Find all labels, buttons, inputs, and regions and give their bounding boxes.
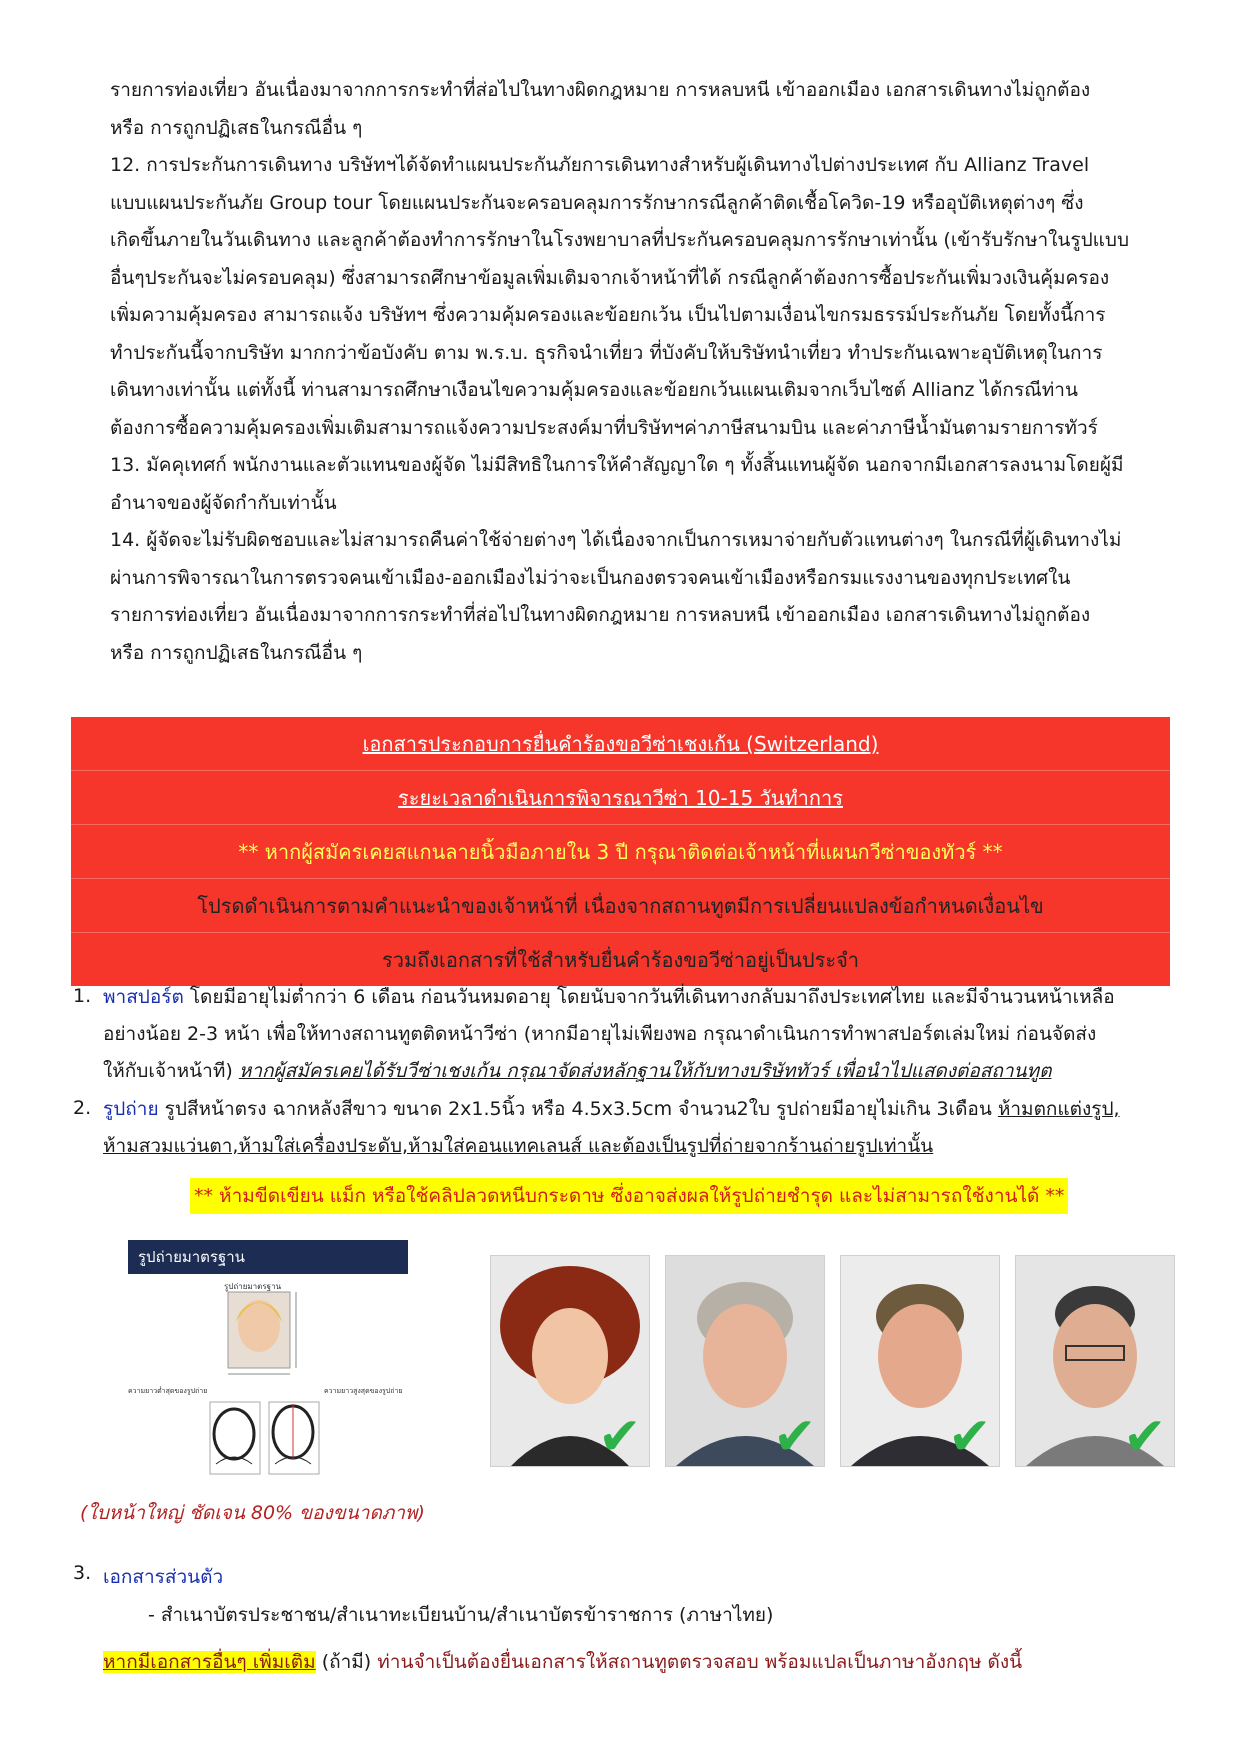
example-photos	[490, 1255, 1190, 1475]
standard-photo-diagram	[128, 1240, 408, 1477]
personal-docs-label: เอกสารส่วนตัว	[103, 1566, 224, 1588]
passport-text-2: อย่างน้อย 2-3 หน้า เพื่อให้ทางสถานทูตติดหน้าวีซ่า (หากมีอายุไม่เพียงพอ กรุณาดำเนินการทำพาสปอร์ตเล่มใหม่ ก่อนจัดส่ง	[103, 1023, 1097, 1045]
text-line: รายการท่องเที่ยว อันเนื่องมาจากการกระทำที่ส่อไปในทางผิดกฎหมาย การหลบหนี เข้าออกเมือง เอกสารเดินทางไม่ถูกต้อง	[110, 604, 1091, 626]
photo-diagram-graphic	[128, 1274, 408, 1477]
terms-section	[110, 72, 1170, 672]
text-line: เพิ่มความคุ้มครอง สามารถแจ้ง บริษัทฯ ซึ่งความคุ้มครองและข้อยกเว้น เป็นไปตามเงื่อนไขกรมธรรม์ประกันภัย โดยทั้งนี้การ	[110, 304, 1106, 326]
passport-text: โดยมีอายุไม่ต่ำกว่า 6 เดือน ก่อนวันหมดอายุ โดยนับจากวันที่เดินทางกลับมาถึงประเทศไทย และมีจำนวนหน้าเหลือ	[183, 986, 1115, 1008]
photo-caption: (ใบหน้าใหญ่ ชัดเจน 80% ของขนาดภาพ)	[80, 1502, 425, 1524]
text-line: แบบแผนประกันภัย Group tour โดยแผนประกันจะครอบคลุมการรักษากรณีลูกค้าติดเชื้อโควิด-19 หรืออุบัติเหตุต่างๆ ซึ่ง	[110, 191, 1084, 214]
passport-schengen-note: หากผู้สมัครเคยได้รับวีซ่าเชงเก้น กรุณาจัดส่งหลักฐานให้กับทางบริษัททัวร์ เพื่อนำไปแสดงต่อสถานทูต	[238, 1060, 1052, 1082]
extra-docs-optional: (ถ้ามี)	[315, 1651, 378, 1673]
passport-text-3: ให้กับเจ้าหน้าที)	[103, 1060, 239, 1082]
photo-warning: ** ห้ามขีดเขียน แม็ก หรือใช้คลิปลวดหนีบกระดาษ ซึ่งอาจส่งผลให้รูปถ่ายชำรุด และไม่สามารถใช้งานได้ **	[190, 1178, 1068, 1214]
text-line: 14. ผู้จัดจะไม่รับผิดชอบและไม่สามารถคืนค่าใช้จ่ายต่างๆ ได้เนื่องจากเป็นการเหมาจ่ายกับตัวแทนต่างๆ ในกรณีที่ผู้เดินทางไม่	[110, 529, 1122, 551]
text-line: หรือ การถูกปฏิเสธในกรณีอื่น ๆ	[110, 641, 363, 664]
banner-advice-row-1	[71, 879, 1170, 933]
extra-docs-highlight: หากมีเอกสารอื่นๆ เพิ่มเติม	[103, 1651, 316, 1673]
banner-fingerprint-note: ** หากผู้สมัครเคยสแกนลายนิ้วมือภายใน 3 ปี กรุณาติดต่อเจ้าหน้าที่แผนกวีซ่าของทัวร์ **	[238, 839, 1003, 864]
text-line: หรือ การถูกปฏิเสธในกรณีอื่น ๆ	[110, 116, 363, 139]
item-number: 3.	[73, 1562, 92, 1584]
photo-rule-2: ห้ามสวมแว่นตา,ห้ามใส่เครื่องประดับ,ห้ามใส่คอนแทคเลนส์ และต้องเป็นรูปที่ถ่ายจากร้านถ่ายรูปเท่านั้น	[103, 1135, 934, 1157]
passport-label: พาสปอร์ต	[103, 986, 184, 1008]
banner-duration-row	[71, 771, 1170, 825]
checkmark-icon: ✔	[598, 1407, 642, 1467]
extra-docs-line	[103, 1647, 1022, 1677]
text-line: ทำประกันนี้จากบริษัท มากกว่าข้อบังคับ ตาม พ.ร.บ. ธุรกิจนำเที่ยว ที่บังคับให้บริษัทนำเที่ยว ทำประกันเฉพาะอุบัติเหตุในการ	[110, 341, 1103, 364]
banner-title: เอกสารประกอบการยื่นคำร้องขอวีซ่าเชงเก้น (Switzerland)	[362, 731, 879, 756]
photo-item	[103, 1091, 1183, 1165]
text-line: 13. มัคคุเทศก์ พนักงานและตัวแทนของผู้จัด ไม่มีสิทธิในการให้คำสัญญาใด ๆ ทั้งสิ้นแทนผู้จัด นอกจากมีเอกสารลงนามโดยผู้มี	[110, 454, 1124, 476]
checkmark-icon: ✔	[948, 1407, 992, 1467]
text-line: อื่นๆประกันจะไม่ครอบคลุม) ซึ่งสามารถศึกษาข้อมูลเพิ่มเติมจากเจ้าหน้าที่ได้ กรณีลูกค้าต้องการซื้อประกันเพิ่มวงเงินคุ้มครอง	[110, 266, 1110, 289]
personal-docs-list: - สำเนาบัตรประชาชน/สำเนาทะเบียนบ้าน/สำเนาบัตรข้าราชการ (ภาษาไทย)	[148, 1604, 774, 1626]
banner-advice-1: โปรดดำเนินการตามคำแนะนำของเจ้าหน้าที่ เนื่องจากสถานทูตมีการเปลี่ยนแปลงข้อกำหนดเงื่อนไข	[197, 893, 1044, 918]
diagram-label: รูปถ่ายมาตรฐาน	[224, 1282, 282, 1291]
text-line: 12. การประกันการเดินทาง บริษัทฯได้จัดทำแผนประกันภัยการเดินทางสำหรับผู้เดินทางไปต่างประเทศ กับ Allianz Travel	[110, 154, 1090, 176]
visa-banner	[71, 717, 1170, 986]
banner-title-row	[71, 717, 1170, 771]
standard-photo-header: รูปถ่ายมาตรฐาน	[128, 1240, 408, 1274]
checkmark-icon: ✔	[773, 1407, 817, 1467]
extra-docs-text: ท่านจำเป็นต้องยื่นเอกสารให้สถานทูตตรวจสอบ พร้อมแปลเป็นภาษาอังกฤษ ดังนี้	[377, 1651, 1023, 1673]
text-line: ต้องการซื้อความคุ้มครองเพิ่มเติมสามารถแจ้งความประสงค์มาที่บริษัทฯค่าภาษีสนามบิน และค่าภาษีน้ำมันตามรายการทัวร์	[110, 416, 1098, 439]
banner-advice-2: รวมถึงเอกสารที่ใช้สำหรับยื่นคำร้องขอวีซ่าอยู่เป็นประจำ	[381, 947, 860, 972]
text-line: รายการท่องเที่ยว อันเนื่องมาจากการกระทำที่ส่อไปในทางผิดกฎหมาย การหลบหนี เข้าออกเมือง เอกสารเดินทางไม่ถูกต้อง	[110, 79, 1091, 101]
photo-text: รูปสีหน้าตรง ฉากหลังสีขาว ขนาด 2x1.5นิ้ว หรือ 4.5x3.5cm จำนวน2ใบ รูปถ่ายมีอายุไม่เกิน 3เดือน	[158, 1098, 998, 1120]
photo-label: รูปถ่าย	[103, 1098, 159, 1120]
passport-item	[103, 979, 1183, 1090]
item-number: 1.	[73, 985, 92, 1007]
text-line: เดินทางเท่านั้น แต่ทั้งนี้ ท่านสามารถศึกษาเงือนไขความคุ้มครองและข้อยกเว้นแผนเติมจากเว็บไซต์ Allianz ได้กรณีท่าน	[110, 379, 1078, 401]
text-line: อำนาจของผู้จัดกำกับเท่านั้น	[110, 491, 337, 514]
checkmark-icon: ✔	[1123, 1407, 1167, 1467]
diagram-label: ความยาวสูงสุดของรูปถ่าย	[324, 1387, 403, 1395]
text-line: เกิดขึ้นภายในวันเดินทาง และลูกค้าต้องทำการรักษาในโรงพยาบาลที่ประกันครอบคลุมการรักษาเท่านั้น (เข้ารับรักษาในรูปแบบ	[110, 229, 1130, 251]
item-number: 2.	[73, 1097, 92, 1119]
banner-fingerprint-row	[71, 825, 1170, 879]
diagram-label: ความยาวต่ำสุดของรูปถ่าย	[128, 1387, 208, 1395]
banner-duration: ระยะเวลาดำเนินการพิจารณาวีซ่า 10-15 วันทำการ	[398, 785, 843, 810]
photo-rule-1: ห้ามตกแต่งรูป,	[997, 1098, 1120, 1120]
text-line: ผ่านการพิจารณาในการตรวจคนเข้าเมือง-ออกเมืองไม่ว่าจะเป็นกองตรวจคนเข้าเมืองหรือกรมแรงงานของทุกประเทศใน	[110, 566, 1071, 589]
